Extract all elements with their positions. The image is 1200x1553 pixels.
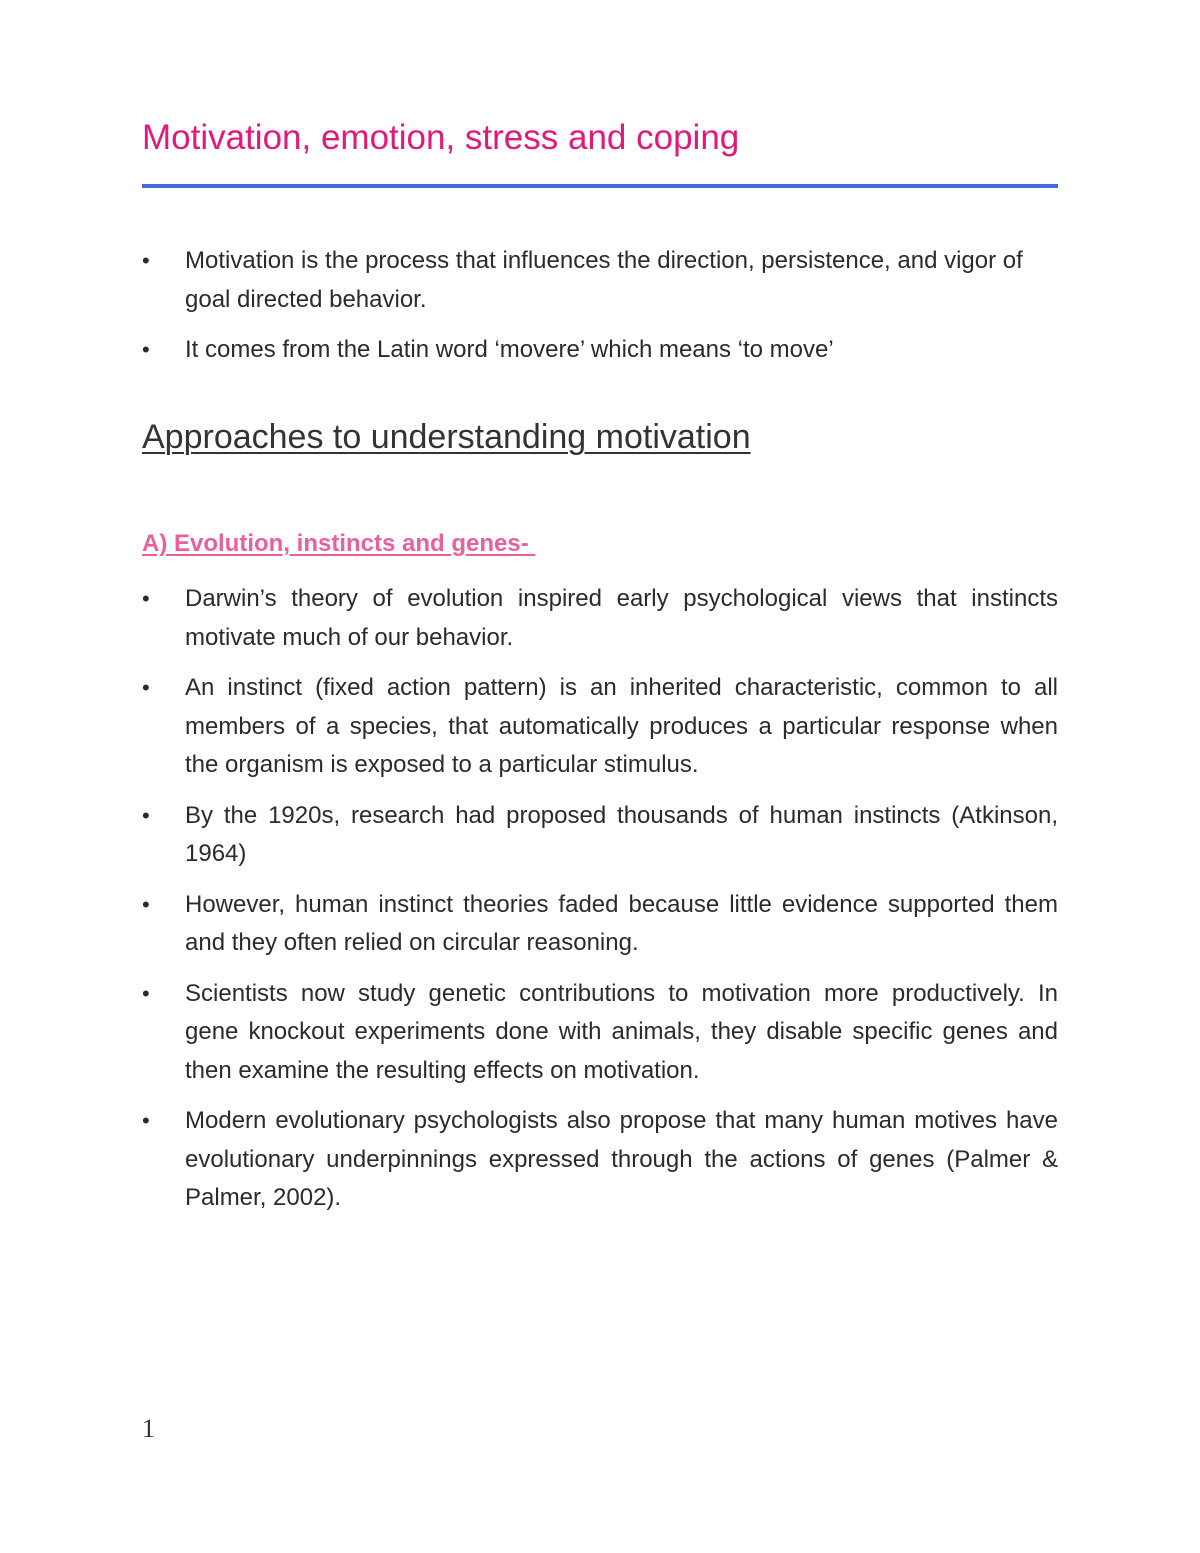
bullet-icon: • bbox=[142, 1108, 150, 1133]
list-item bbox=[142, 1102, 1058, 1218]
bullet-text: By the 1920s, research had proposed thousands of human instincts (Atkinson, 1964) bbox=[185, 801, 1058, 867]
bullet-text: Motivation is the process that influences the direction, persistence, and vigor of goal directed behavior. bbox=[185, 247, 1023, 313]
bullet-icon: • bbox=[142, 980, 150, 1006]
bullet-text: Darwin’s theory of evolution inspired early psychological views that instincts motivate much of our behavior. bbox=[185, 585, 1058, 651]
page-number: 1 bbox=[142, 1414, 155, 1443]
subsection-heading: A) Evolution, instincts and genes- bbox=[142, 530, 536, 557]
bullet-text: Scientists now study genetic contributions to motivation more productively. In gene knockout experiments done with animals, they disable specific genes and then examine the resulting effects on motivation. bbox=[185, 979, 1058, 1084]
intro-bullet-list bbox=[142, 242, 1058, 382]
list-item bbox=[142, 242, 1058, 319]
bullet-text: However, human instinct theories faded because little evidence supported them and they often relied on circular reasoning. bbox=[185, 890, 1058, 956]
section-heading: Approaches to understanding motivation bbox=[142, 418, 751, 456]
bullet-icon: • bbox=[142, 675, 150, 700]
list-item bbox=[142, 886, 1058, 963]
bullet-icon: • bbox=[142, 891, 150, 917]
bullet-text: It comes from the Latin word ‘movere’ which means ‘to move’ bbox=[185, 336, 834, 363]
list-item bbox=[142, 580, 1058, 657]
subsection-bullet-list bbox=[142, 580, 1058, 1230]
bullet-icon: • bbox=[142, 586, 150, 611]
list-item bbox=[142, 669, 1058, 785]
bullet-icon: • bbox=[142, 337, 150, 362]
bullet-text: Modern evolutionary psychologists also propose that many human motives have evolutionary underpinnings expressed through the actions of genes (Palmer & Palmer, 2002). bbox=[185, 1107, 1058, 1211]
document-title: Motivation, emotion, stress and coping bbox=[142, 118, 740, 157]
bullet-icon: • bbox=[142, 248, 150, 273]
title-underline-rule bbox=[142, 184, 1058, 188]
bullet-text: An instinct (fixed action pattern) is an inherited characteristic, common to all members of a species, that automatically produces a particular response when the organism is exposed to a particular stimulus. bbox=[185, 674, 1058, 778]
list-item bbox=[142, 975, 1058, 1091]
list-item bbox=[142, 331, 1058, 370]
list-item bbox=[142, 797, 1058, 874]
bullet-icon: • bbox=[142, 802, 150, 828]
